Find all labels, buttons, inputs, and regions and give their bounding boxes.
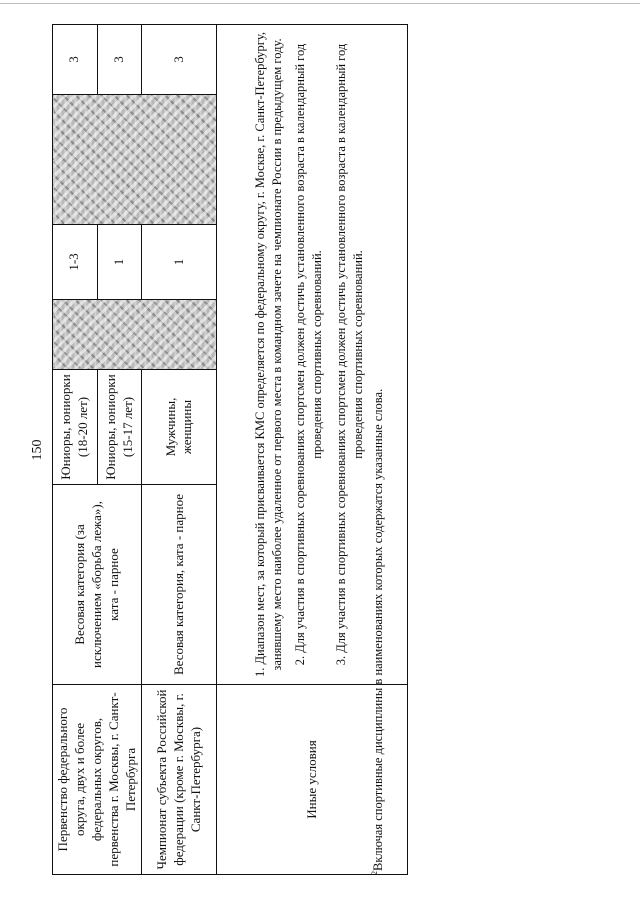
note-item: 1. Диапазон мест, за который присваивается КМС определяется по федеральному округу, г. Москве, г. Санкт-Петербургу, занявшему место наиболее удаленное от первого места в командном зачете на чемпионате России в предыдущем году.	[252, 32, 284, 677]
qualification-table	[52, 24, 408, 875]
competition-cell: Чемпионат субъекта Российской федерации (кроме г. Москвы, г. Санкт-Петербурга)	[142, 685, 217, 875]
note-item: 2. Для участия в спортивных соревнованиях спортсмен должен достичь установленного возраста в календарный год проведения спортивных соревнований.	[293, 43, 325, 666]
note-item: 3. Для участия в спортивных соревнованиях спортсмен должен достичь установленного возраста в календарный год проведения спортивных соревнований.	[333, 43, 365, 666]
table-row	[53, 25, 98, 875]
age-group-cell: Мужчины, женщины	[142, 370, 217, 485]
age-group-cell: Юниоры, юниорки (18-20 лет)	[53, 370, 98, 485]
count-cell: 3	[142, 25, 217, 95]
rotated-content	[30, 25, 412, 875]
count-cell: 3	[53, 25, 98, 95]
place-cell: 1-3	[53, 225, 98, 300]
footnote-mark: 2	[370, 871, 379, 875]
footnote	[370, 25, 386, 875]
footnote-text: Включая спортивные дисциплины в наименованиях которых содержатся указанные слова.	[371, 388, 386, 871]
count-cell: 3	[97, 25, 142, 95]
place-cell: 1	[142, 225, 217, 300]
competition-cell: Первенство федерального округа, двух и более федеральных округов, первенства г. Москвы, г. Санкт-Петербурга	[53, 685, 142, 875]
age-group-cell: Юниоры, юниорки (15-17 лет)	[97, 370, 142, 485]
hatched-cell	[53, 95, 217, 225]
page-number: 150	[30, 439, 45, 461]
other-conditions-label: Иные условия	[217, 685, 408, 875]
discipline-cell: Весовая категория (за исключением «борьба лежа»), ката - парное	[53, 485, 142, 685]
place-cell: 1	[97, 225, 142, 300]
hatched-cell	[53, 300, 217, 370]
discipline-cell: Весовая категория, ката - парное	[142, 485, 217, 685]
